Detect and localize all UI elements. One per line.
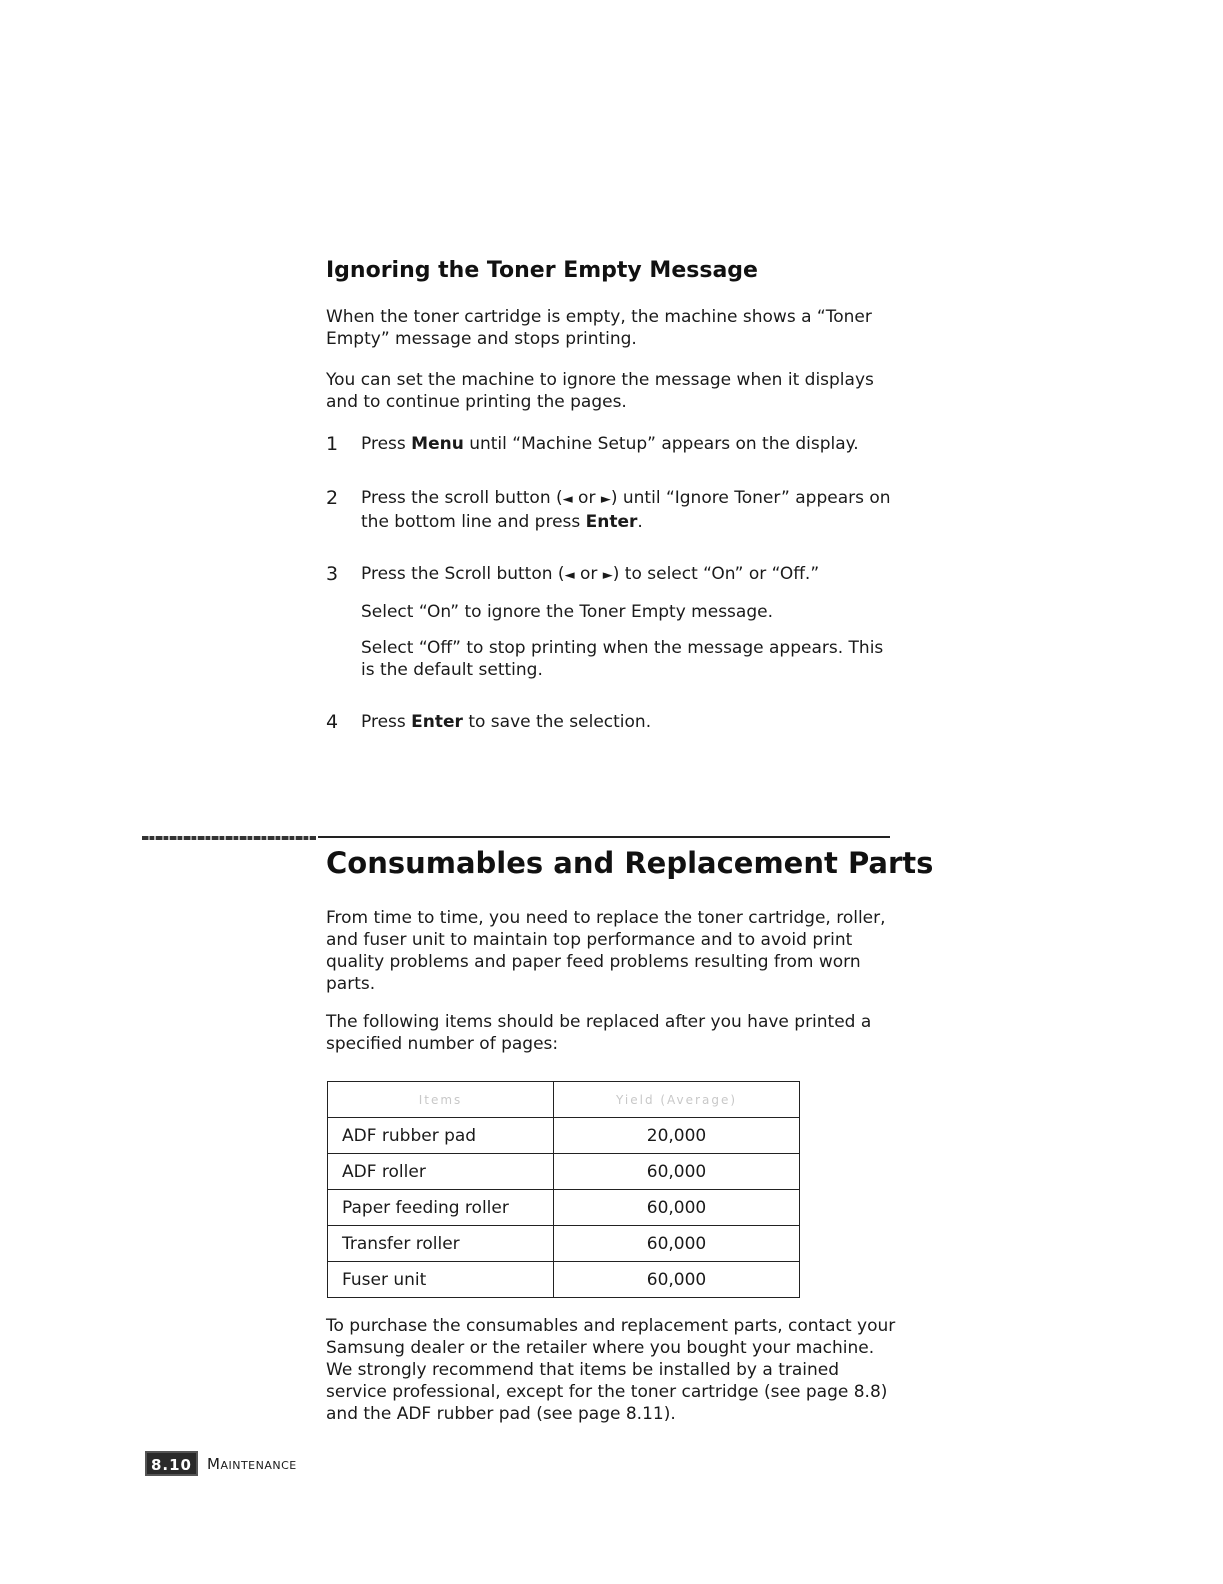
section-divider-accent <box>142 836 316 840</box>
page-number-badge: 8.10 <box>145 1451 198 1476</box>
table-cell-item: ADF rubber pad <box>328 1118 554 1154</box>
section-heading-ignore-toner: Ignoring the Toner Empty Message <box>326 258 758 283</box>
consumables-paragraph-2: The following items should be replaced after you have printed a specified number of pages: <box>326 1012 872 1054</box>
section-heading-consumables: Consumables and Replacement Parts <box>326 846 934 880</box>
consumables-paragraph-1: From time to time, you need to replace the toner cartridge, roller, and fuser unit to maintain top performance and to avoid print quality problems and paper feed problems resulting from worn parts. <box>326 908 886 994</box>
table-row <box>328 1118 800 1154</box>
table-row <box>328 1154 800 1190</box>
step-3-note-on: Select “On” to ignore the Toner Empty message. <box>361 602 773 622</box>
table-header-yield: Yield (Average) <box>554 1082 800 1118</box>
left-arrow-icon: ◄ <box>564 568 575 583</box>
step-1: 1 Press Menu until “Machine Setup” appears on the display. <box>326 433 859 455</box>
step-2: 2 Press the scroll button (◄ or ►) until “Ignore Toner” appears on the bottom line and press Enter. <box>326 487 891 532</box>
replacement-parts-table <box>327 1081 800 1298</box>
left-arrow-icon: ◄ <box>562 492 573 507</box>
table-header-row <box>328 1082 800 1118</box>
enter-key-label: Enter <box>585 512 638 532</box>
table-cell-item: Fuser unit <box>328 1262 554 1298</box>
menu-key-label: Menu <box>411 434 464 454</box>
table-cell-item: ADF roller <box>328 1154 554 1190</box>
purchase-paragraph: To purchase the consumables and replacement parts, contact your Samsung dealer or the retailer where you bought your machine. We strongly recommend that items be installed by a trained service professional, except for the toner cartridge (see page 8.8) and the ADF rubber pad (see page 8.11). <box>326 1316 896 1424</box>
right-arrow-icon: ► <box>602 568 613 583</box>
chapter-label: Maintenance <box>207 1455 297 1473</box>
table-row <box>328 1190 800 1226</box>
step-number: 4 <box>326 711 339 733</box>
table-row <box>328 1226 800 1262</box>
table-cell-item: Paper feeding roller <box>328 1190 554 1226</box>
step-number: 3 <box>326 563 339 585</box>
step-number: 2 <box>326 487 339 509</box>
table-cell-yield: 60,000 <box>554 1262 800 1298</box>
section-divider <box>318 836 890 838</box>
table-cell-yield: 60,000 <box>554 1154 800 1190</box>
table-cell-yield: 20,000 <box>554 1118 800 1154</box>
intro-paragraph-2: You can set the machine to ignore the message when it displays and to continue printing the pages. <box>326 370 874 412</box>
right-arrow-icon: ► <box>600 492 611 507</box>
step-number: 1 <box>326 433 339 455</box>
table-cell-item: Transfer roller <box>328 1226 554 1262</box>
step-3-note-off: Select “Off” to stop printing when the message appears. This is the default setting. <box>361 638 884 680</box>
table-row <box>328 1262 800 1298</box>
table-cell-yield: 60,000 <box>554 1226 800 1262</box>
step-4: 4 Press Enter to save the selection. <box>326 711 652 733</box>
intro-paragraph-1: When the toner cartridge is empty, the machine shows a “Toner Empty” message and stops printing. <box>326 307 872 349</box>
table-cell-yield: 60,000 <box>554 1190 800 1226</box>
table-header-items: Items <box>328 1082 554 1118</box>
enter-key-label: Enter <box>411 712 463 732</box>
step-3: 3 Press the Scroll button (◄ or ►) to select “On” or “Off.” Select “On” to ignore the Toner Empty message. Select “Off” to stop printing when the message appears. This is the default setting. <box>326 563 896 681</box>
